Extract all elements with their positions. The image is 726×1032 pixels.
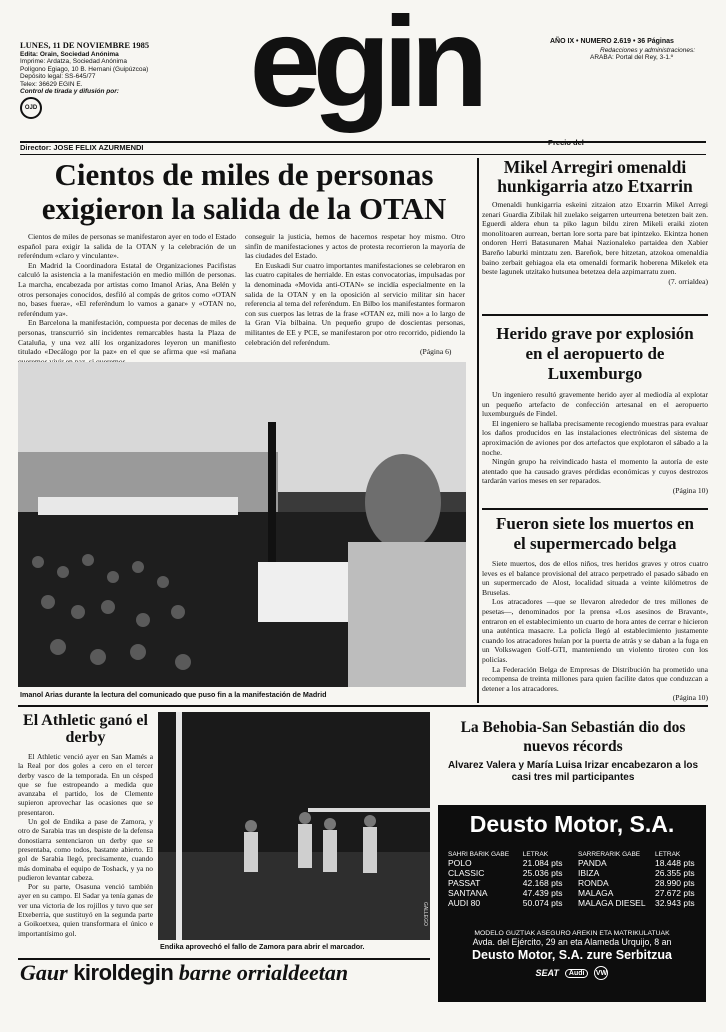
ad-price: 26.355 pts: [654, 868, 695, 878]
lead-headline: [18, 158, 470, 226]
paragraph: En Barcelona la manifestación, compuesta por decenas de miles de personas, transcurrió sin incidentes remarcables hasta la Plaza de Cataluña, y una vez allí los organizadores leyeron un manifiesto titulado «Decálogo por la paz» en el que se afirma que «si mañana: [18, 318, 236, 357]
ad-price: 42.168 pts: [522, 878, 563, 888]
ad-price: 27.672 pts: [654, 888, 695, 898]
luxembourg-ref: (Página 10): [672, 485, 708, 495]
basque-story: [482, 158, 708, 286]
ad-header: SARRERARIK GABE: [578, 851, 641, 858]
protest-photo: [18, 362, 466, 687]
ad-model: POLO: [448, 858, 472, 868]
imprint-block: [20, 51, 160, 95]
ad-price: 50.074 pts: [522, 898, 563, 908]
sports-story: [18, 712, 153, 938]
paragraph: Un ingeniero resultó gravemente herido ayer al mediodía al explotar un pequeño artefacto de confección artesanal en el aeropuerto luxemburgués de Findel.: [482, 390, 708, 419]
vw-logo: VW: [594, 966, 608, 980]
paragraph: Omenaldi hunkigarria eskeini zitzaion atzo Etxarrin Mikel Arregi zenari Guardia Zibilak hil zuelako seigarren urteurrena betetzen bait zen. Eguerdi aldera ehun ta piko lagun bildu ziren Mikeli eraiki zioten monolitoaren aurrean, bertan lore sorta pare bat ipintzeko. Ekintza honen ondoren Herri Batasunaren Mahai Nazionaleko partaidea den Xabier Bareño laburki mintzatu zen. Bareñok, bere hitzetan, atzokoa omenaldia baino zerbait gehiagoa ela eta omenaldi formarik hoberena Mikelek eta beste lagunek utzitako hutsunea betetzea dela azpimarratu zuen.: [482, 200, 708, 277]
deusto-motor-ad: [438, 805, 706, 1002]
sports-body: [18, 752, 153, 938]
ad-price: 21.084 pts: [522, 858, 563, 868]
footer-banner: [20, 960, 440, 986]
ad-header: LETRAK: [522, 851, 549, 858]
sports-photo: [158, 712, 430, 940]
belgium-headline: Fueron siete los muertos en el supermercado belga: [496, 514, 694, 553]
basque-ref: (7. orrialdea): [668, 276, 708, 286]
imprint-line: Depósito legal: SS-645/77: [20, 73, 96, 81]
footer-part: Gaur: [20, 960, 74, 985]
right-rule: [482, 508, 708, 510]
basque-headline: Mikel Arregiri omenaldi hunkigarria atzo Etxarrin: [497, 157, 693, 196]
lead-column-1: [18, 232, 236, 366]
luxembourg-headline: Herido grave por explosión en el aeropuerto de Luxemburgo: [496, 324, 694, 383]
offices-label: Redacciones y administraciones:: [600, 47, 696, 54]
date-line: LUNES, 11 DE NOVIEMBRE 1985: [20, 40, 150, 50]
ad-model: AUDI 80: [448, 898, 481, 908]
ad-model: PASSAT: [448, 878, 481, 888]
photo-credit: GALLEGO: [422, 902, 428, 926]
paragraph: Un gol de Endika a pase de Zamora, y otro de Sarabia tras un despiste de la defensa donostiarra sentenciaron un derby que se presentaba, como todos, bastante abierto. El gol de Sarabia llegó, precisamente, cuando más dominaba el equipo de Toshack, y ya no pudieron levantar cabeza.: [18, 817, 153, 882]
luxembourg-story: [482, 324, 708, 495]
ad-right-table: [576, 851, 700, 908]
masthead-rule-lower: [20, 154, 706, 155]
paragraph: Siete muertos, dos de ellos niños, tres heridos graves y otros cuatro leves es el balance provisional del atraco perpetrado el pasado sábado en un supermercado de Alost, localidad situada a veinte kilómetros de Bruselas.: [482, 559, 708, 597]
paragraph: En Madrid la Coordinadora Estatal de Organizaciones Pacifistas calculó la asistencia a la manifestación en medio millón de personas. La marcha, encabezada por artistas como Imanol Arias, Ana Belén y otros personajes conocidos, desfiló al compás de gritos como «OTAN no, bases fuera», «El referéndum lo vamos a ganar» y «OTAN no, referéndum ya».: [18, 260, 236, 318]
paragraph: Por su parte, Osasuna venció también ayer en su campo. El Sadar ya tenía ganas de ver una victoria de los rojillos y tuvo que ser Etxeberria, que sustituyó en la segunda parte a Goikoetxea, quien transformara el único e importantísimo gol.: [18, 882, 153, 938]
issue-line: AÑO IX • NUMERO 2.619 • 36 Páginas: [550, 38, 674, 45]
ojd-label: OJD: [24, 105, 38, 111]
price-line: Precio del: [548, 138, 584, 147]
ad-price: 18.448 pts: [654, 858, 695, 868]
imprint-line: Imprime: Ardatza, Sociedad Anónima: [20, 58, 127, 66]
football-photo: [158, 712, 430, 940]
column-divider: [477, 158, 479, 703]
belgium-ref: (Página 10): [672, 693, 708, 703]
paragraph: conseguir la justicia, hemos de hacernos respetar hoy mismo. Otro sinfín de manifestaciones y actos de protesta recorrieron la mayoría de las ciudades del Estado.: [245, 232, 465, 261]
ad-price: 25.036 pts: [522, 868, 563, 878]
ad-model: MALAGA DIESEL: [578, 898, 646, 908]
paragraph: Los atracadores —que se llevaron alrededor de tres millones de pesetas—, denominados por la prensa «Los asesinos de Bravant», entraron en el establecimiento un cuarto de hora antes de cerrar e hicieron una auténtica masacre. La policía llegó al establecimiento justamente cuando los atracadores huían por la puerta de atrás y se daban a la fuga en un Volkswagen Golf-GTI, manteniendo un violento tiroteo con los policías.: [482, 597, 708, 664]
ad-price: 32.943 pts: [654, 898, 695, 908]
ad-logos: [438, 966, 706, 980]
seat-logo: SEAT: [535, 968, 559, 978]
behobia-story: [438, 718, 708, 784]
control-line: Control de tirada y difusión por:: [20, 88, 119, 96]
ad-price: 47.439 pts: [522, 888, 563, 898]
lead-headline-line: Cientos de miles de personas: [54, 157, 434, 192]
lead-page-ref: (Página 6): [420, 347, 452, 356]
paragraph: La Federación Belga de Empresas de Distribución ha prometido una recompensa de treinta millones para quien facilite datos que conduzcan a detener a los atracadores.: [482, 664, 708, 693]
ad-model: RONDA: [578, 878, 609, 888]
ad-left-table: [446, 851, 571, 908]
luxembourg-body: [482, 390, 708, 486]
footer-part: barne orrialdeetan: [173, 960, 349, 985]
audi-logo: Audi: [565, 969, 589, 978]
imprint-line: Polígono Egiago, 10 B. Hernani (Guipúzcoa): [20, 65, 149, 73]
ad-model: PANDA: [578, 858, 607, 868]
behobia-headline: La Behobia-San Sebastián dio dos nuevos récords: [460, 719, 686, 755]
masthead-title: egin: [249, 0, 481, 134]
section-rule: [18, 705, 708, 707]
ad-model: MALAGA: [578, 888, 614, 898]
ad-header: SAHRI BARIK GABE: [448, 851, 510, 858]
ad-price: 28.990 pts: [654, 878, 695, 888]
ad-model: SANTANA: [448, 888, 488, 898]
paragraph: En Euskadi Sur cuatro importantes manifestaciones se celebraron en las cuatro capitales de herrialde. En estas convocatorias, impulsadas por la denominada «Movida anti-OTAN» se incidía especialmente en la salida de la OTAN y en la oposición al servicio militar sin hacer referencia al tema del referéndum. En Bilbo los manifestantes formaron con sus cuerpos las letras de la frase «OTAN ez, mili no» a lo largo de la Gran Vía bilbaina. Un pequeño grupo de doscientas personas, militantes de EE y PCE, se manifestaron por otro recorrido, pidiendo la celebración del referéndum.: [245, 260, 465, 347]
paragraph: Cientos de miles de personas se manifestaron ayer en todo el Estado español para exigir la salida de la OTAN y la celebración de un referéndum «claro y vinculante».: [18, 232, 236, 261]
lead-photo: [18, 362, 466, 687]
sports-headline: El Athletic ganó el derby: [23, 712, 148, 746]
imprint-line: Telex: 36629 EGIN E.: [20, 80, 83, 88]
director-line: Director: JOSE FELIX AZURMENDI: [20, 143, 144, 152]
lead-column-2: [245, 232, 465, 347]
offices-line: ARABA: Portal del Rey, 3-1.º: [590, 54, 674, 61]
belgium-body: [482, 559, 708, 693]
ad-brand: Deusto Motor, S.A.: [469, 811, 675, 837]
masthead: [0, 0, 726, 160]
ad-line: MODELO GUZTIAK ASEGURO AREKIN ETA MATRIKULATUAK: [474, 930, 670, 937]
behobia-subhead: Alvarez Valera y María Luisa Irizar encabezaron a los casi tres mil participantes: [447, 760, 699, 783]
basque-body: [482, 200, 708, 277]
paragraph: El Athletic venció ayer en San Mamés a la Real por dos goles a cero en el tercer derby vasco de la temporada. En un césped que se fue estropeando a medida que avanzaba el partido, los de Clemente supieron aprovechar las ocasiones que se presentaron.: [18, 752, 153, 817]
ojd-logo: [20, 97, 42, 119]
paragraph: El ingeniero se hallaba precisamente recogiendo muestras para evaluar los daños producidos en las instalaciones electrónicas del sistema de aproximación de aviones por dos artefactos que explotaron el sábado a la noche.: [482, 418, 708, 457]
lead-photo-caption: Imanol Arias durante la lectura del comunicado que puso fin a la manifestación de Madrid: [20, 690, 327, 699]
ad-model: IBIZA: [578, 868, 600, 878]
ad-header: LETRAK: [654, 851, 681, 858]
ad-model: CLASSIC: [448, 868, 485, 878]
ad-line: Avda. del Ejército, 29 an eta Alameda Urquijo, 8 an: [472, 937, 672, 947]
ad-line: Deusto Motor, S.A. zure Serbitzua: [471, 948, 673, 962]
lead-headline-line: exigieron la salida de la OTAN: [41, 191, 447, 226]
right-rule: [482, 314, 708, 316]
paragraph: Ningún grupo ha reivindicado hasta el momento la autoría de este atentado que ha causado graves pérdidas económicas y cuyos destrozos tardarán varios meses en ser reparados.: [482, 457, 708, 486]
imprint-line: Edita: Orain, Sociedad Anónima: [20, 51, 119, 58]
sports-photo-caption: Endika aprovechó el fallo de Zamora para abrir el marcador.: [160, 942, 365, 951]
footer-brand: kiroldegin: [73, 960, 174, 985]
ad-footer: [438, 930, 706, 980]
belgium-story: [482, 514, 708, 702]
